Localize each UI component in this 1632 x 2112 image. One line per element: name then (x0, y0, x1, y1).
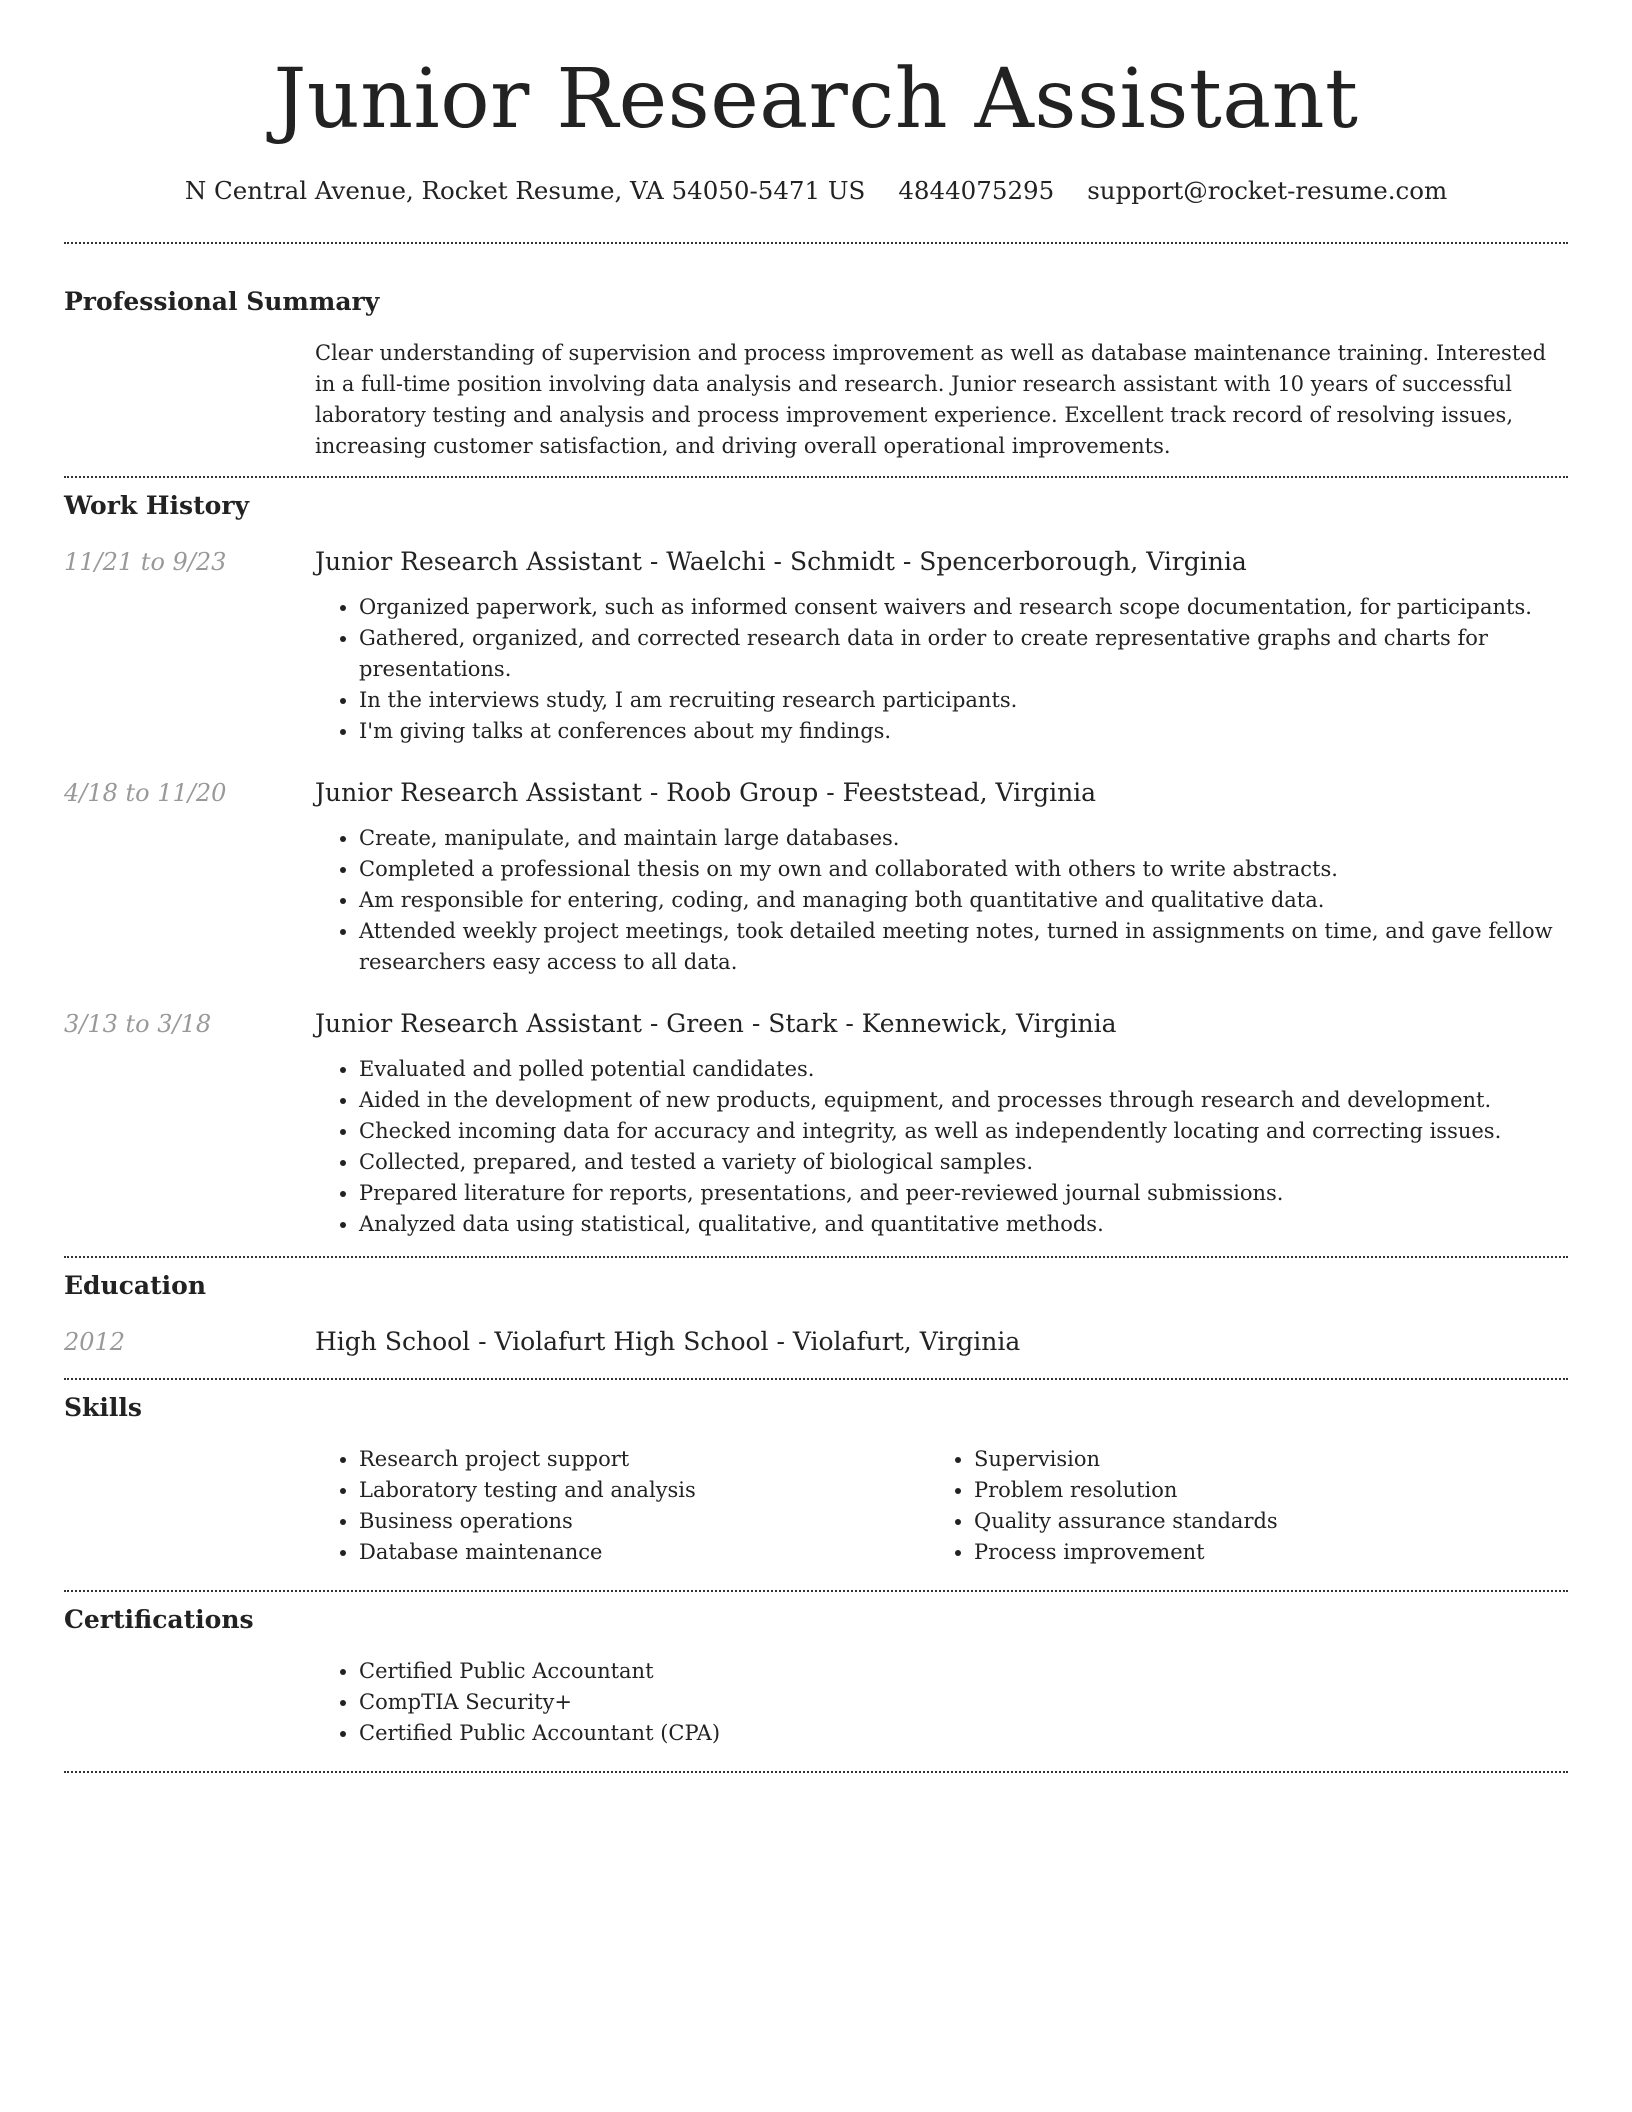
skill-item: • Problem resolution (974, 1475, 1530, 1506)
certifications-list (315, 1656, 1568, 1749)
summary-title: Professional Summary (64, 287, 380, 316)
summary-section (64, 286, 1568, 462)
contact-phone: 4844075295 (898, 176, 1055, 205)
work-divider (64, 1256, 1568, 1258)
job-bullet: • Prepared literature for reports, presentations, and peer-reviewed journal submissions. (359, 1178, 1568, 1209)
job-bullet: • Completed a professional thesis on my own and collaborated with others to write abstracts. (359, 854, 1568, 885)
job-bullet: • Checked incoming data for accuracy and integrity, as well as independently locating and correcting issues. (359, 1116, 1568, 1147)
skill-item: • Research project support (359, 1444, 930, 1475)
job-entry (64, 777, 1568, 978)
skill-item: • Supervision (974, 1444, 1530, 1475)
job-entry (64, 546, 1568, 747)
job-bullets (315, 592, 1568, 747)
job-heading: Junior Research Assistant - Roob Group - Feeststead, Virginia (315, 778, 1097, 807)
job-bullets (315, 823, 1568, 978)
education-year: 2012 (64, 1328, 126, 1356)
job-bullet: • Collected, prepared, and tested a variety of biological samples. (359, 1147, 1568, 1178)
skills-title: Skills (64, 1393, 142, 1422)
education-entry (64, 1326, 1568, 1358)
certifications-divider (64, 1771, 1568, 1773)
skills-columns (315, 1444, 1568, 1568)
job-bullet: • Attended weekly project meetings, took detailed meeting notes, turned in assignments on time, and gave fellow researchers easy access to all data. (359, 916, 1568, 978)
job-dates: 11/21 to 9/23 (64, 548, 227, 576)
job-bullet: • In the interviews study, I am recruiting research participants. (359, 685, 1568, 716)
skill-item: • Database maintenance (359, 1537, 930, 1568)
job-entry (64, 1008, 1568, 1240)
summary-text: Clear understanding of supervision and process improvement as well as database maintenance training. Interested in a full-time position involving data analysis and research. Junior research assistant with 10 years of successful laboratory testing and analysis and process improvement experience. Excellent track record of resolving issues, increasing customer satisfaction, and driving overall operational improvements. (315, 341, 1547, 458)
job-bullet: • Aided in the development of new products, equipment, and processes through research and development. (359, 1085, 1568, 1116)
job-heading: Junior Research Assistant - Waelchi - Schmidt - Spencerborough, Virginia (315, 547, 1247, 576)
job-heading: Junior Research Assistant - Green - Stark - Kennewick, Virginia (315, 1009, 1117, 1038)
job-dates: 3/13 to 3/18 (64, 1010, 212, 1038)
job-bullet: • Am responsible for entering, coding, and managing both quantitative and qualitative data. (359, 885, 1568, 916)
skill-item: • Laboratory testing and analysis (359, 1475, 930, 1506)
job-bullet: • Analyzed data using statistical, qualitative, and quantitative methods. (359, 1209, 1568, 1240)
skill-item: • Business operations (359, 1506, 930, 1537)
job-details (315, 1008, 1568, 1240)
resume-name: Junior Research Assistant (273, 52, 1359, 147)
skill-item: • Process improvement (974, 1537, 1530, 1568)
job-details (315, 777, 1568, 978)
skills-divider (64, 1590, 1568, 1592)
job-dates: 4/18 to 11/20 (64, 779, 227, 807)
certification-item: • Certified Public Accountant (CPA) (359, 1718, 1568, 1749)
certifications-title: Certifications (64, 1605, 254, 1634)
education-title: Education (64, 1271, 207, 1300)
job-details (315, 546, 1568, 747)
education-divider (64, 1378, 1568, 1380)
job-bullet: • Gathered, organized, and corrected research data in order to create representative graphs and charts for presentations. (359, 623, 1568, 685)
skills-list-right (930, 1444, 1530, 1568)
skill-item: • Quality assurance standards (974, 1506, 1530, 1537)
skills-list-left (315, 1444, 930, 1568)
job-bullet: • Evaluated and polled potential candidates. (359, 1054, 1568, 1085)
certifications-section (64, 1604, 1568, 1749)
summary-divider (64, 476, 1568, 478)
contact-address: N Central Avenue, Rocket Resume, VA 54050-5471 US (184, 176, 866, 205)
job-bullet: • Create, manipulate, and maintain large databases. (359, 823, 1568, 854)
job-bullets (315, 1054, 1568, 1240)
work-history-title: Work History (64, 491, 250, 520)
job-bullet: • Organized paperwork, such as informed consent waivers and research scope documentation, for participants. (359, 592, 1568, 623)
contact-line (64, 176, 1568, 206)
skills-section (64, 1392, 1568, 1568)
contact-email: support@rocket-resume.com (1087, 176, 1448, 205)
header-divider (64, 242, 1568, 244)
education-details: High School - Violafurt High School - Violafurt, Virginia (315, 1327, 1021, 1356)
certification-item: • Certified Public Accountant (359, 1656, 1568, 1687)
work-history-section (64, 490, 1568, 1240)
certification-item: • CompTIA Security+ (359, 1687, 1568, 1718)
job-bullet: • I'm giving talks at conferences about my findings. (359, 716, 1568, 747)
education-section (64, 1270, 1568, 1358)
